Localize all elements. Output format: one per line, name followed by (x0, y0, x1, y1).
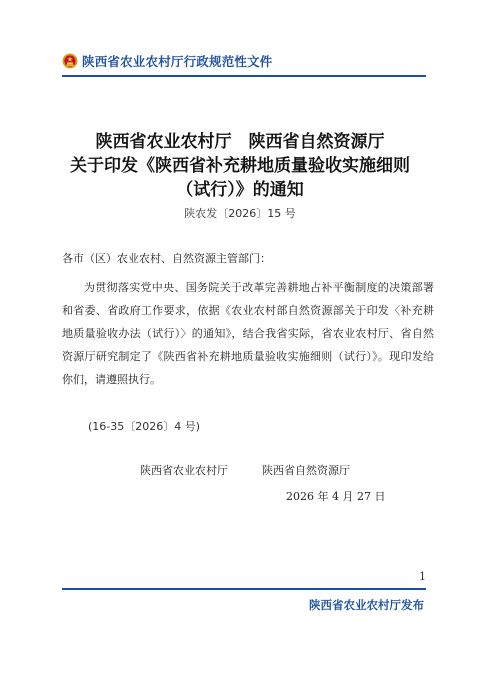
national-emblem-icon (62, 53, 78, 69)
document-title (50, 130, 430, 202)
issue-date: 2026 年 4 月 27 日 (286, 490, 386, 503)
title-line-3: （试行）》的通知 (176, 180, 304, 200)
document-header (62, 50, 422, 72)
addressee: 各市（区）农业农村、自然资源主管部门： (62, 252, 271, 265)
footer-rule (62, 588, 426, 590)
document-number: 陕农发〔2026〕15 号 (184, 207, 296, 220)
title-line-2: 关于印发《陕西省补充耕地质量验收实施细则 (70, 156, 410, 176)
signatories (140, 462, 440, 478)
footer-publisher: 陕西省农业农村厅发布 (309, 598, 424, 612)
header-title: 陕西省农业农村厅行政规范性文件 (82, 54, 273, 69)
signatory-natural-resources: 陕西省自然资源厅 (262, 464, 350, 477)
header-rule (62, 75, 426, 77)
reference-number: (16-35〔2026〕4 号) (88, 420, 201, 433)
body-paragraph: 为贯彻落实党中央、国务院关于改革完善耕地占补平衡制度的决策部署和省委、省政府工作要求，依据《农业农村部自然资源部关于印发〈补充耕地质量验收办法（试行）〉的通知》，结合我省实际，省农业农村厅、省自然资源厅研究制定了《陕西省补充耕地质量验收实施细则（试行）》。现印发给你们，请遵照执行。 (62, 281, 434, 386)
title-line-1: 陕西省农业农村厅 陕西省自然资源厅 (95, 132, 385, 152)
page-number: 1 (419, 570, 426, 583)
signatory-agriculture: 陕西省农业农村厅 (140, 464, 228, 477)
